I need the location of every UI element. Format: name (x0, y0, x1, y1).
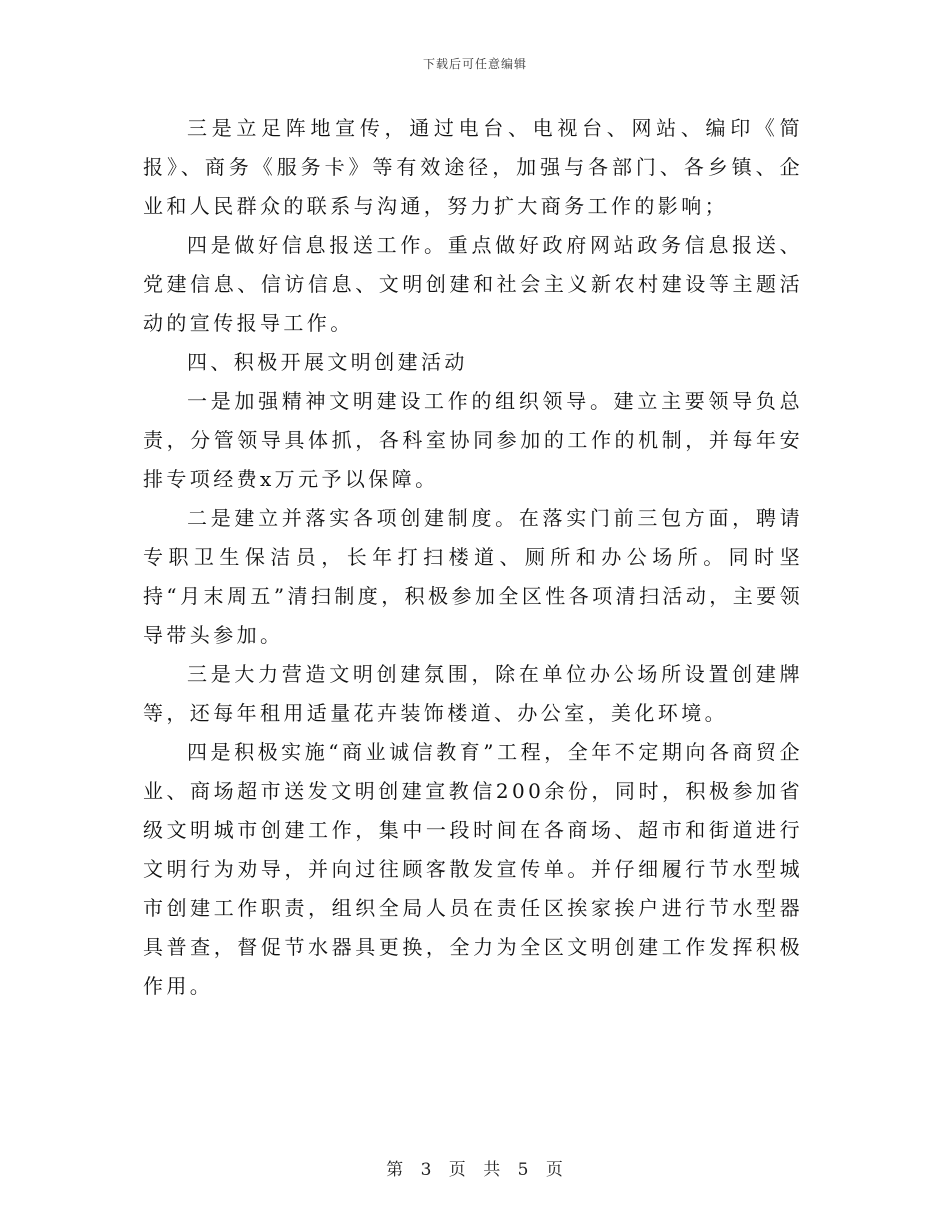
document-body (143, 109, 803, 1006)
paragraph-atmosphere: 三是大力营造文明创建氛围，除在单位办公场所设置创建牌等，还每年租用适量花卉装饰楼道、办公室，美化环境。 (143, 662, 803, 725)
paragraph-information-reporting: 四是做好信息报送工作。重点做好政府网站政务信息报送、党建信息、信访信息、文明创建和社会主义新农村建设等主题活动的宣传报导工作。 (143, 233, 803, 335)
paragraph-publicity: 三是立足阵地宣传，通过电台、电视台、网站、编印《简报》、商务《服务卡》等有效途径，加强与各部门、各乡镇、企业和人民群众的联系与沟通，努力扩大商务工作的影响； (143, 116, 803, 218)
footer-page-unit: 页 (448, 1160, 467, 1180)
paragraph-leadership: 一是加强精神文明建设工作的组织领导。建立主要领导负总责，分管领导具体抓，各科室协同参加的工作的机制，并每年安排专项经费x万元予以保障。 (143, 389, 803, 491)
paragraph-system: 二是建立并落实各项创建制度。在落实门前三包方面，聘请专职卫生保洁员，长年打扫楼道、厕所和办公场所。同时坚持“月末周五”清扫制度，积极参加全区性各项清扫活动，主要领导带头参加。 (143, 506, 803, 647)
page-header: 下载后可任意编辑 (422, 57, 527, 71)
section-heading-civilization: 四、积极开展文明创建活动 (187, 350, 468, 374)
paragraph-integrity-education: 四是积极实施“商业诚信教育”工程，全年不定期向各商贸企业、商场超市送发文明创建宣教信200余份，同时，积极参加省级文明城市创建工作，集中一段时间在各商场、超市和街道进行文明行为劝导，并向过往顾客散发宣传单。并仔细履行节水型城市创建工作职责，组织全局人员在责任区挨家挨户进行节水型器具普查，督促节水器具更换，全力为全区文明创建工作发挥积极作用。 (143, 740, 803, 998)
footer-total-pages: 5 (517, 1160, 530, 1180)
footer-current-page: 3 (420, 1160, 433, 1180)
footer-page-label: 第 (386, 1160, 405, 1180)
footer-total-unit: 页 (545, 1160, 564, 1180)
page-footer (0, 1155, 950, 1180)
footer-total-label: 共 (483, 1160, 502, 1180)
